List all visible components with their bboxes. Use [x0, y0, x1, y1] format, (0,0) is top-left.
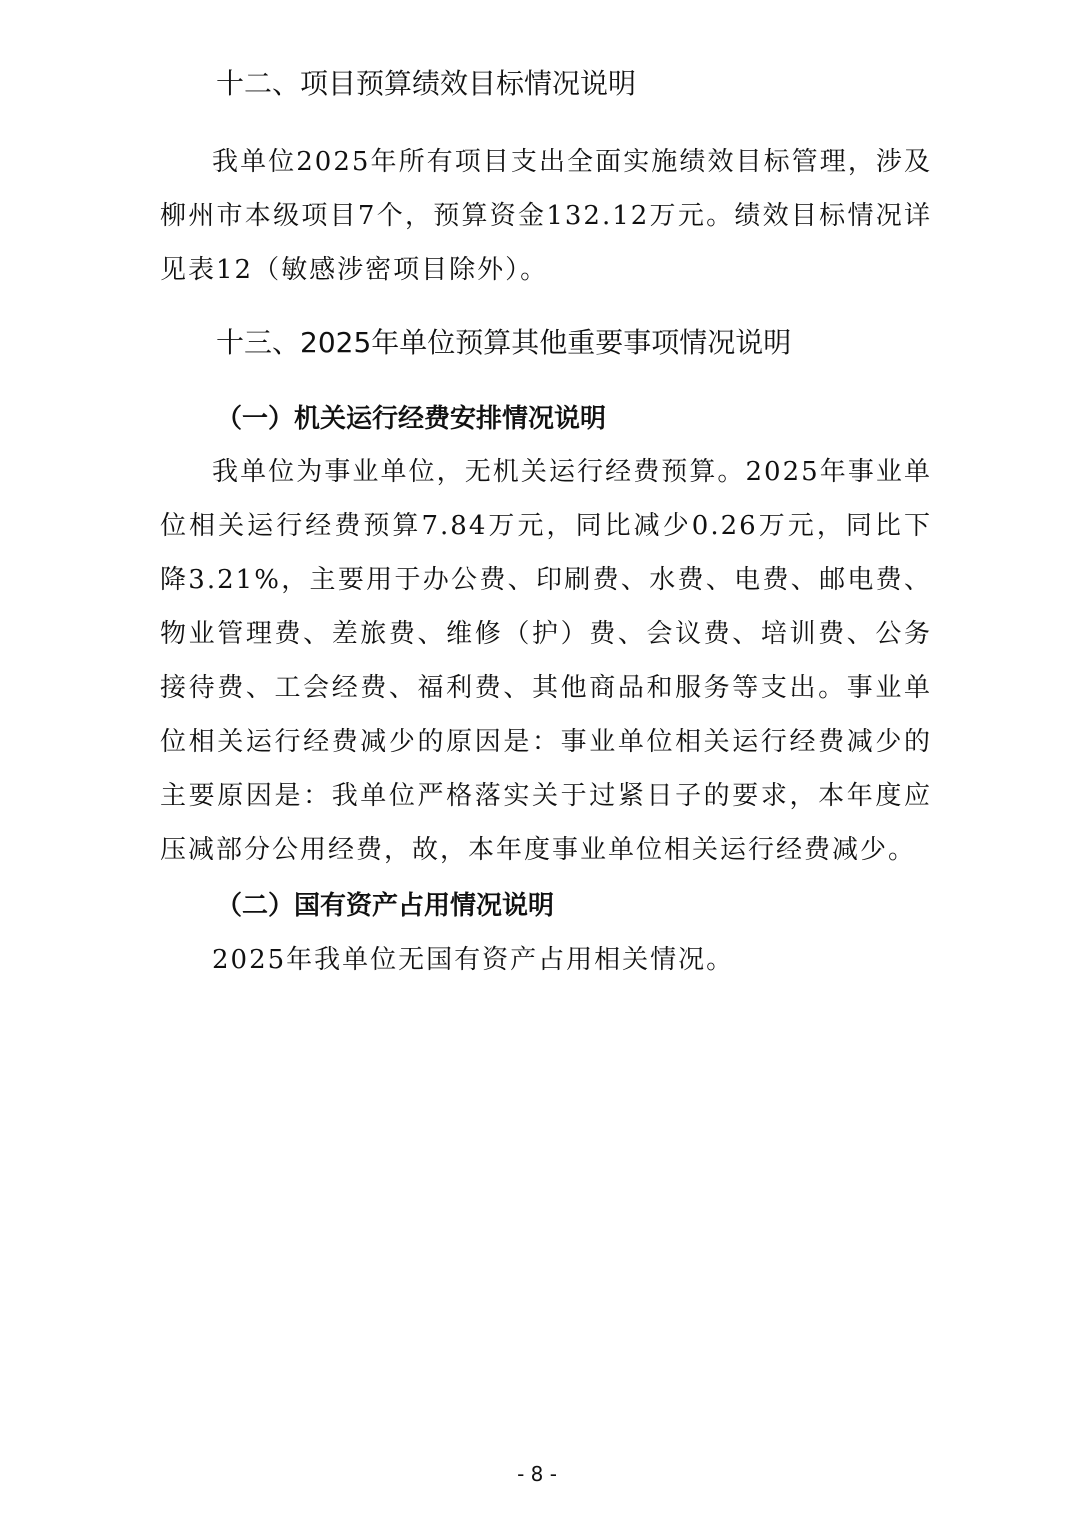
section-12-heading: 十二、项目预算绩效目标情况说明 [216, 67, 637, 100]
subsection-1-paragraph: 我单位为事业单位，无机关运行经费预算。2025年事业单位相关运行经费预算7.84万元，同比减少0.26万元，同比下降3.21%，主要用于办公费、印刷费、水费、电费、邮电费、物业管理费、差旅费、维修（护）费、会议费、培训费、公务接待费、工会经费、福利费、其他商品和服务等支出。事业单位相关运行经费减少的原因是：事业单位相关运行经费减少的主要原因是：我单位严格落实关于过紧日子的要求，本年度应压减部分公用经费，故，本年度事业单位相关运行经费减少。 [160, 457, 932, 865]
section-13-heading: 十三、2025年单位预算其他重要事项情况说明 [216, 326, 792, 359]
subsection-1-heading: （一）机关运行经费安排情况说明 [216, 404, 607, 434]
subsection-2-paragraph: 2025年我单位无国有资产占用相关情况。 [212, 945, 735, 975]
section-12-paragraph: 我单位2025年所有项目支出全面实施绩效目标管理，涉及柳州市本级项目7个，预算资金132.12万元。绩效目标情况详见表12（敏感涉密项目除外）。 [160, 147, 932, 285]
page-number: - 8 - [517, 1462, 557, 1486]
subsection-2-heading: （二）国有资产占用情况说明 [216, 891, 555, 921]
